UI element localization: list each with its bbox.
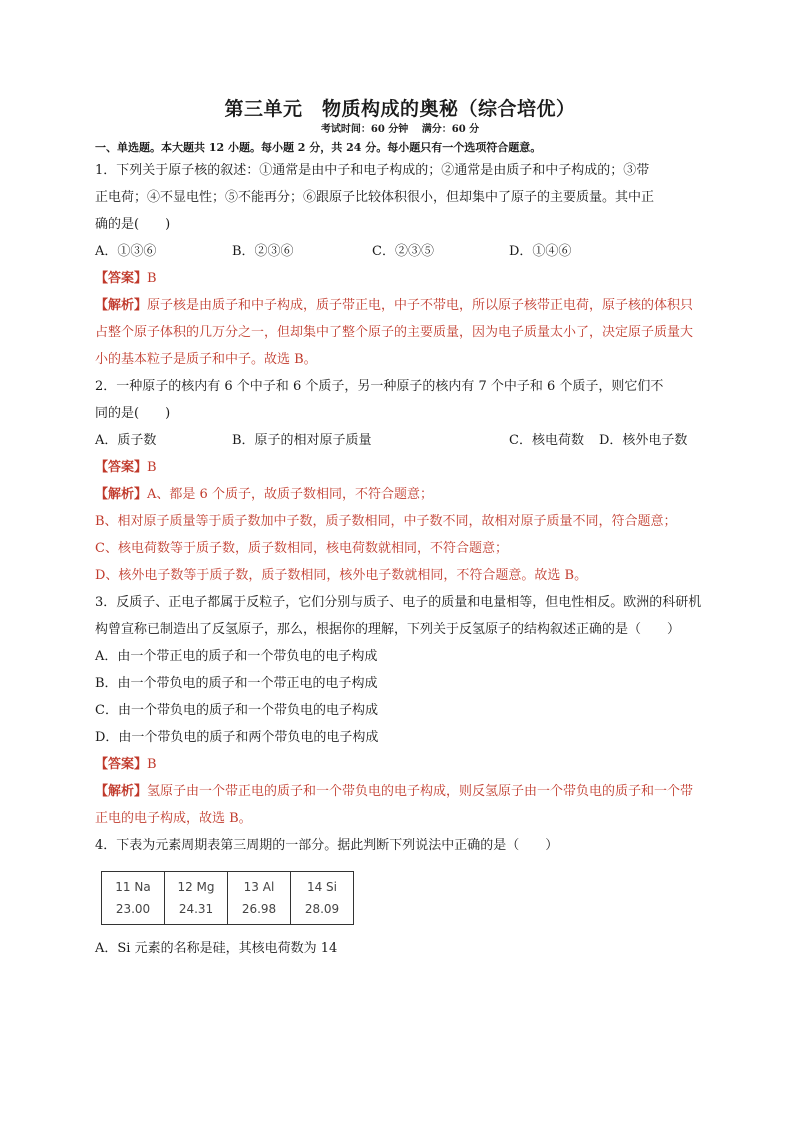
question-1 [95, 157, 705, 373]
q2-option-b: B．原子的相对原子质量 [232, 433, 372, 448]
q3-answer [95, 751, 705, 778]
q3-option-d: D．由一个带负电的质子和两个带负电的电子构成 [95, 730, 379, 745]
element-cell-na [102, 872, 165, 925]
element-symbol: 12 Mg [177, 880, 215, 894]
q2-line-1: 2．一种原子的核内有 6 个中子和 6 个质子，另一种原子的核内有 7 个中子和 6 个质子，则它们不 [95, 379, 664, 394]
q3-option-b: B．由一个带负电的质子和一个带正电的电子构成 [95, 676, 378, 691]
element-mass: 23.00 [115, 902, 151, 916]
q2-analysis-b: B、相对原子质量等于质子数加中子数，质子数相同，中子数不同，故相对原子质量不同，符合题意； [95, 514, 677, 529]
q2-option-a: A．质子数 [95, 433, 157, 448]
section-heading: 一、单选题。本大题共 12 小题。每小题 2 分，共 24 分。每小题只有一个选项符合题意。 [95, 141, 542, 154]
q2-answer [95, 454, 705, 481]
q4-option-a: A．Si 元素的名称是硅，其核电荷数为 14 [95, 941, 338, 956]
analysis-label: 【解析】 [95, 487, 148, 502]
q1-option-d: D．①④⑥ [509, 244, 572, 259]
element-mass: 26.98 [241, 902, 277, 916]
q1-answer [95, 265, 705, 292]
analysis-label: 【解析】 [95, 298, 148, 313]
q4-stem: 4．下表为元素周期表第三周期的一部分。据此判断下列说法中正确的是（ ） [95, 838, 559, 853]
q1-answer-value: B [147, 271, 157, 286]
element-cell-al [228, 872, 291, 925]
q1-line-1: 1．下列关于原子核的叙述：①通常是由中子和电子构成的；②通常是由质子和中子构成的；③带 [95, 163, 650, 178]
answer-label: 【答案】 [95, 460, 148, 475]
q3-option-c: C．由一个带负电的质子和一个带负电的电子构成 [95, 703, 378, 718]
q2-answer-value: B [147, 460, 157, 475]
q2-option-d: D．核外电子数 [599, 433, 688, 448]
doc-subtitle: 考试时间：60 分钟 满分：60 分 [320, 124, 480, 135]
doc-title: 第三单元 物质构成的奥秘（综合培优） [224, 98, 576, 120]
q1-line-3: 确的是( ) [95, 217, 171, 232]
q1-line-2: 正电荷；④不显电性；⑤不能再分；⑥跟原子比较体积很小，但却集中了原子的主要质量。其中正 [95, 190, 655, 205]
question-4 [95, 832, 705, 962]
question-3 [95, 589, 705, 832]
q2-analysis [95, 481, 705, 508]
q1-option-a: A．①③⑥ [95, 244, 157, 259]
analysis-label: 【解析】 [95, 784, 148, 799]
q2-analysis-d: D、核外电子数等于质子数，质子数相同，核外电子数就相同，不符合题意。故选 B。 [95, 568, 588, 583]
element-mass: 24.31 [178, 902, 214, 916]
element-mass: 28.09 [304, 902, 340, 916]
answer-label: 【答案】 [95, 757, 148, 772]
q2-analysis-c: C、核电荷数等于质子数，质子数相同，核电荷数就相同，不符合题意； [95, 541, 508, 556]
q2-line-2: 同的是( ) [95, 406, 171, 421]
answer-label: 【答案】 [95, 271, 148, 286]
q3-answer-value: B [147, 757, 157, 772]
element-symbol: 11 Na [115, 880, 151, 894]
q3-option-a: A．由一个带正电的质子和一个带负电的电子构成 [95, 649, 378, 664]
element-cell-si [291, 872, 354, 925]
q1-option-c: C．②③⑤ [372, 244, 434, 259]
q1-options [95, 238, 705, 265]
q2-option-c: C．核电荷数 [509, 433, 584, 448]
question-2 [95, 373, 705, 589]
q1-analysis-text: 原子核是由质子和中子构成，质子带正电，中子不带电，所以原子核带正电荷，原子核的体积只占整个原子体积的几万分之一，但却集中了整个原子的主要质量，因为电子质量太小了，决定原子质量大小的基本粒子是质子和中子。故选 B。 [95, 298, 694, 367]
q2-analysis-a: A、都是 6 个质子，故质子数相同，不符合题意； [147, 487, 433, 502]
element-symbol: 14 Si [306, 880, 338, 894]
q3-analysis-text: 氢原子由一个带正电的质子和一个带负电的电子构成，则反氢原子由一个带负电的质子和一个带正电的电子构成，故选 B。 [95, 784, 694, 826]
q3-stem: 3．反质子、正电子都属于反粒子，它们分别与质子、电子的质量和电量相等，但电性相反。欧洲的科研机构曾宣称已制造出了反氢原子，那么，根据你的理解，下列关于反氢原子的结构叙述正确的是（ ） [95, 595, 702, 637]
q3-analysis [95, 778, 705, 832]
q2-options [95, 427, 705, 454]
document-page [95, 96, 705, 962]
q1-analysis [95, 292, 705, 373]
element-cell-mg [165, 872, 228, 925]
element-symbol: 13 Al [243, 880, 275, 894]
periodic-table-excerpt [101, 871, 354, 925]
q1-option-b: B．②③⑥ [232, 244, 294, 259]
